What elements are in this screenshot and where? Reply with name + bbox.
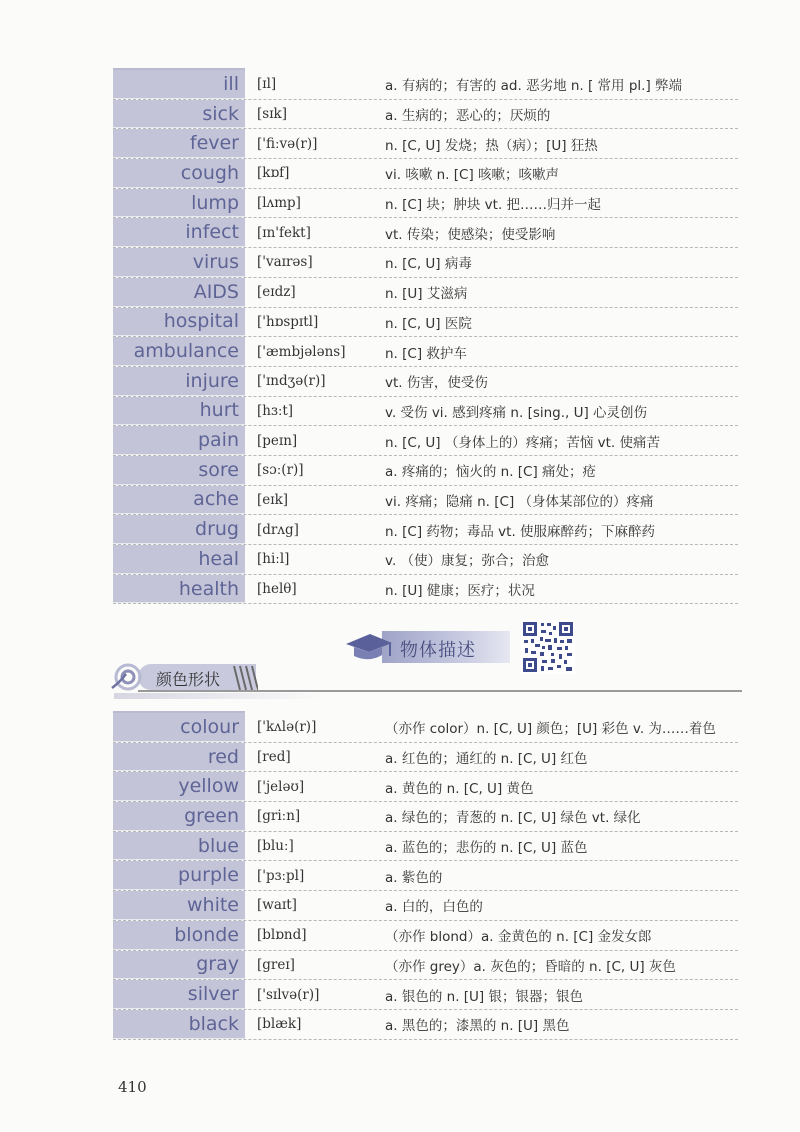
word-cell: pain — [113, 426, 245, 455]
phonetic-cell: [hiːl] — [257, 551, 290, 568]
definition-cell: （亦作 grey）a. 灰色的；昏暗的 n. [C, U] 灰色 — [385, 958, 676, 975]
word-cell: ache — [113, 486, 245, 515]
stripe-decoration-icon — [232, 664, 258, 690]
table-row — [113, 921, 738, 951]
table-row — [113, 980, 738, 1010]
definition-cell: n. [C, U] 发烧；热（病）；[U] 狂热 — [385, 137, 598, 154]
definition-cell: a. 绿色的；青葱的 n. [C, U] 绿色 vt. 绿化 — [385, 810, 641, 827]
table-row — [113, 308, 738, 338]
table-row — [113, 367, 738, 397]
definition-cell: （亦作 color）n. [C, U] 颜色；[U] 彩色 v. 为……着色 — [385, 721, 716, 738]
word-cell: blue — [113, 832, 245, 861]
table-row — [113, 337, 738, 367]
word-cell: lump — [113, 189, 245, 218]
definition-cell: a. 生病的；恶心的；厌烦的 — [385, 108, 551, 125]
phonetic-cell: [peɪn] — [257, 432, 298, 449]
phonetic-cell: [griːn] — [257, 808, 301, 825]
phonetic-cell: [waɪt] — [257, 897, 297, 914]
phonetic-cell: [drʌg] — [257, 521, 299, 538]
phonetic-cell: [bluː] — [257, 838, 294, 855]
table-row — [113, 100, 738, 130]
definition-cell: vt. 传染；使感染；使受影响 — [385, 226, 556, 243]
phonetic-cell: [ɪl] — [257, 76, 277, 93]
definition-cell: a. 有病的；有害的 ad. 恶劣地 n. [ 常用 pl.] 弊端 — [385, 78, 683, 95]
table-row — [113, 189, 738, 219]
phonetic-cell: ['fiːvə(r)] — [257, 135, 318, 152]
table-row — [113, 129, 738, 159]
phonetic-cell: ['æmbjələns] — [257, 343, 346, 360]
definition-cell: n. [C] 块；肿块 vt. 把……归并一起 — [385, 197, 602, 214]
word-cell: sore — [113, 456, 245, 485]
word-cell: ill — [113, 70, 245, 99]
definition-cell: a. 紫色的 — [385, 869, 443, 886]
phonetic-cell: [eɪk] — [257, 491, 289, 508]
vocab-table-health — [113, 68, 738, 604]
definition-cell: n. [C] 药物；毒品 vt. 使服麻醉药；下麻醉药 — [385, 523, 656, 540]
word-cell: hurt — [113, 397, 245, 426]
phonetic-cell: [helθ] — [257, 581, 297, 598]
table-row — [113, 743, 738, 773]
table-row — [113, 278, 738, 308]
phonetic-cell: [lʌmp] — [257, 195, 301, 212]
table-row — [113, 397, 738, 427]
table-body — [113, 713, 738, 1040]
word-cell: AIDS — [113, 278, 245, 307]
phonetic-cell: [sɔː(r)] — [257, 462, 304, 479]
page-number: 410 — [118, 1078, 147, 1096]
phonetic-cell: [red] — [257, 749, 291, 766]
word-cell: cough — [113, 159, 245, 188]
table-row — [113, 456, 738, 486]
definition-cell: vt. 伤害，使受伤 — [385, 375, 488, 392]
word-cell: ambulance — [113, 337, 245, 366]
definition-cell: （亦作 blond）a. 金黄色的 n. [C] 金发女郎 — [385, 929, 652, 946]
phonetic-cell: [kɒf] — [257, 165, 290, 182]
definition-cell: v. 受伤 vi. 感到疼痛 n. [sing., U] 心灵创伤 — [385, 404, 648, 421]
definition-cell: n. [C] 救护车 — [385, 345, 467, 362]
word-cell: sick — [113, 100, 245, 129]
definition-cell: a. 银色的 n. [U] 银；银器；银色 — [385, 988, 583, 1005]
table-row — [113, 545, 738, 575]
definition-cell: a. 红色的；通红的 n. [C, U] 红色 — [385, 751, 588, 768]
phonetic-cell: ['pɜːpl] — [257, 867, 305, 884]
definition-cell: n. [U] 艾滋病 — [385, 286, 468, 303]
word-cell: health — [113, 575, 245, 604]
table-row — [113, 486, 738, 516]
table-row — [113, 515, 738, 545]
definition-cell: n. [C, U] 病毒 — [385, 256, 472, 273]
definition-cell: a. 蓝色的；悲伤的 n. [C, U] 蓝色 — [385, 840, 588, 857]
table-row — [113, 861, 738, 891]
phonetic-cell: [sɪk] — [257, 106, 287, 123]
table-row — [113, 772, 738, 802]
word-cell: colour — [113, 713, 245, 742]
table-row — [113, 70, 738, 100]
table-row — [113, 832, 738, 862]
word-cell: green — [113, 802, 245, 831]
word-cell: gray — [113, 951, 245, 980]
table-row — [113, 891, 738, 921]
table-row — [113, 248, 738, 278]
word-cell: injure — [113, 367, 245, 396]
header-rule — [138, 690, 742, 692]
table-row — [113, 951, 738, 981]
phonetic-cell: ['sɪlvə(r)] — [257, 986, 320, 1003]
word-cell: yellow — [113, 772, 245, 801]
phonetic-cell: ['ɪndʒə(r)] — [257, 373, 326, 390]
definition-cell: n. [U] 健康；医疗；状况 — [385, 583, 535, 600]
phonetic-cell: ['hɒspɪtl] — [257, 313, 319, 330]
phonetic-cell: ['kʌlə(r)] — [257, 719, 317, 736]
table-row — [113, 218, 738, 248]
word-cell: virus — [113, 248, 245, 277]
definition-cell: vi. 疼痛；隐痛 n. [C] （身体某部位的）疼痛 — [385, 493, 654, 510]
table-row — [113, 713, 738, 743]
word-cell: blonde — [113, 921, 245, 950]
vocab-table-colors — [113, 711, 738, 1040]
table-row — [113, 159, 738, 189]
phonetic-cell: [hɜːt] — [257, 402, 294, 419]
word-cell: silver — [113, 980, 245, 1009]
word-cell: hospital — [113, 308, 245, 337]
table-row — [113, 802, 738, 832]
sub-section-header — [108, 662, 742, 694]
definition-cell: a. 黄色的 n. [C, U] 黄色 — [385, 780, 534, 797]
definition-cell: vi. 咳嗽 n. [C] 咳嗽；咳嗽声 — [385, 167, 560, 184]
definition-cell: a. 黑色的；漆黑的 n. [U] 黑色 — [385, 1018, 570, 1035]
graduation-cap-icon — [344, 630, 394, 664]
table-row — [113, 575, 738, 605]
definition-cell: v. （使）康复；弥合；治愈 — [385, 553, 550, 570]
phonetic-cell: [eɪdz] — [257, 284, 296, 301]
swirl-icon — [108, 662, 150, 692]
table-body — [113, 70, 738, 604]
word-cell: fever — [113, 129, 245, 158]
phonetic-cell: [blɒnd] — [257, 927, 307, 944]
word-cell: black — [113, 1010, 245, 1039]
phonetic-cell: [blæk] — [257, 1016, 302, 1033]
phonetic-cell: [greɪ] — [257, 956, 295, 973]
phonetic-cell: [ɪn'fekt] — [257, 224, 311, 241]
header-shadow — [114, 693, 324, 699]
section-title: 物体描述 — [400, 640, 476, 661]
phonetic-cell: ['jeləʊ] — [257, 778, 305, 795]
table-row — [113, 426, 738, 456]
definition-cell: a. 疼痛的；恼火的 n. [C] 痛处；疮 — [385, 464, 597, 481]
word-cell: red — [113, 743, 245, 772]
word-cell: infect — [113, 218, 245, 247]
definition-cell: n. [C, U] 医院 — [385, 315, 472, 332]
word-cell: heal — [113, 545, 245, 574]
table-row — [113, 1010, 738, 1040]
phonetic-cell: ['vaɪrəs] — [257, 254, 313, 271]
word-cell: purple — [113, 861, 245, 890]
definition-cell: a. 白的，白色的 — [385, 899, 483, 916]
sub-title: 颜色形状 — [156, 670, 221, 689]
word-cell: white — [113, 891, 245, 920]
word-cell: drug — [113, 515, 245, 544]
definition-cell: n. [C, U] （身体上的）疼痛；苦恼 vt. 使痛苦 — [385, 434, 661, 451]
